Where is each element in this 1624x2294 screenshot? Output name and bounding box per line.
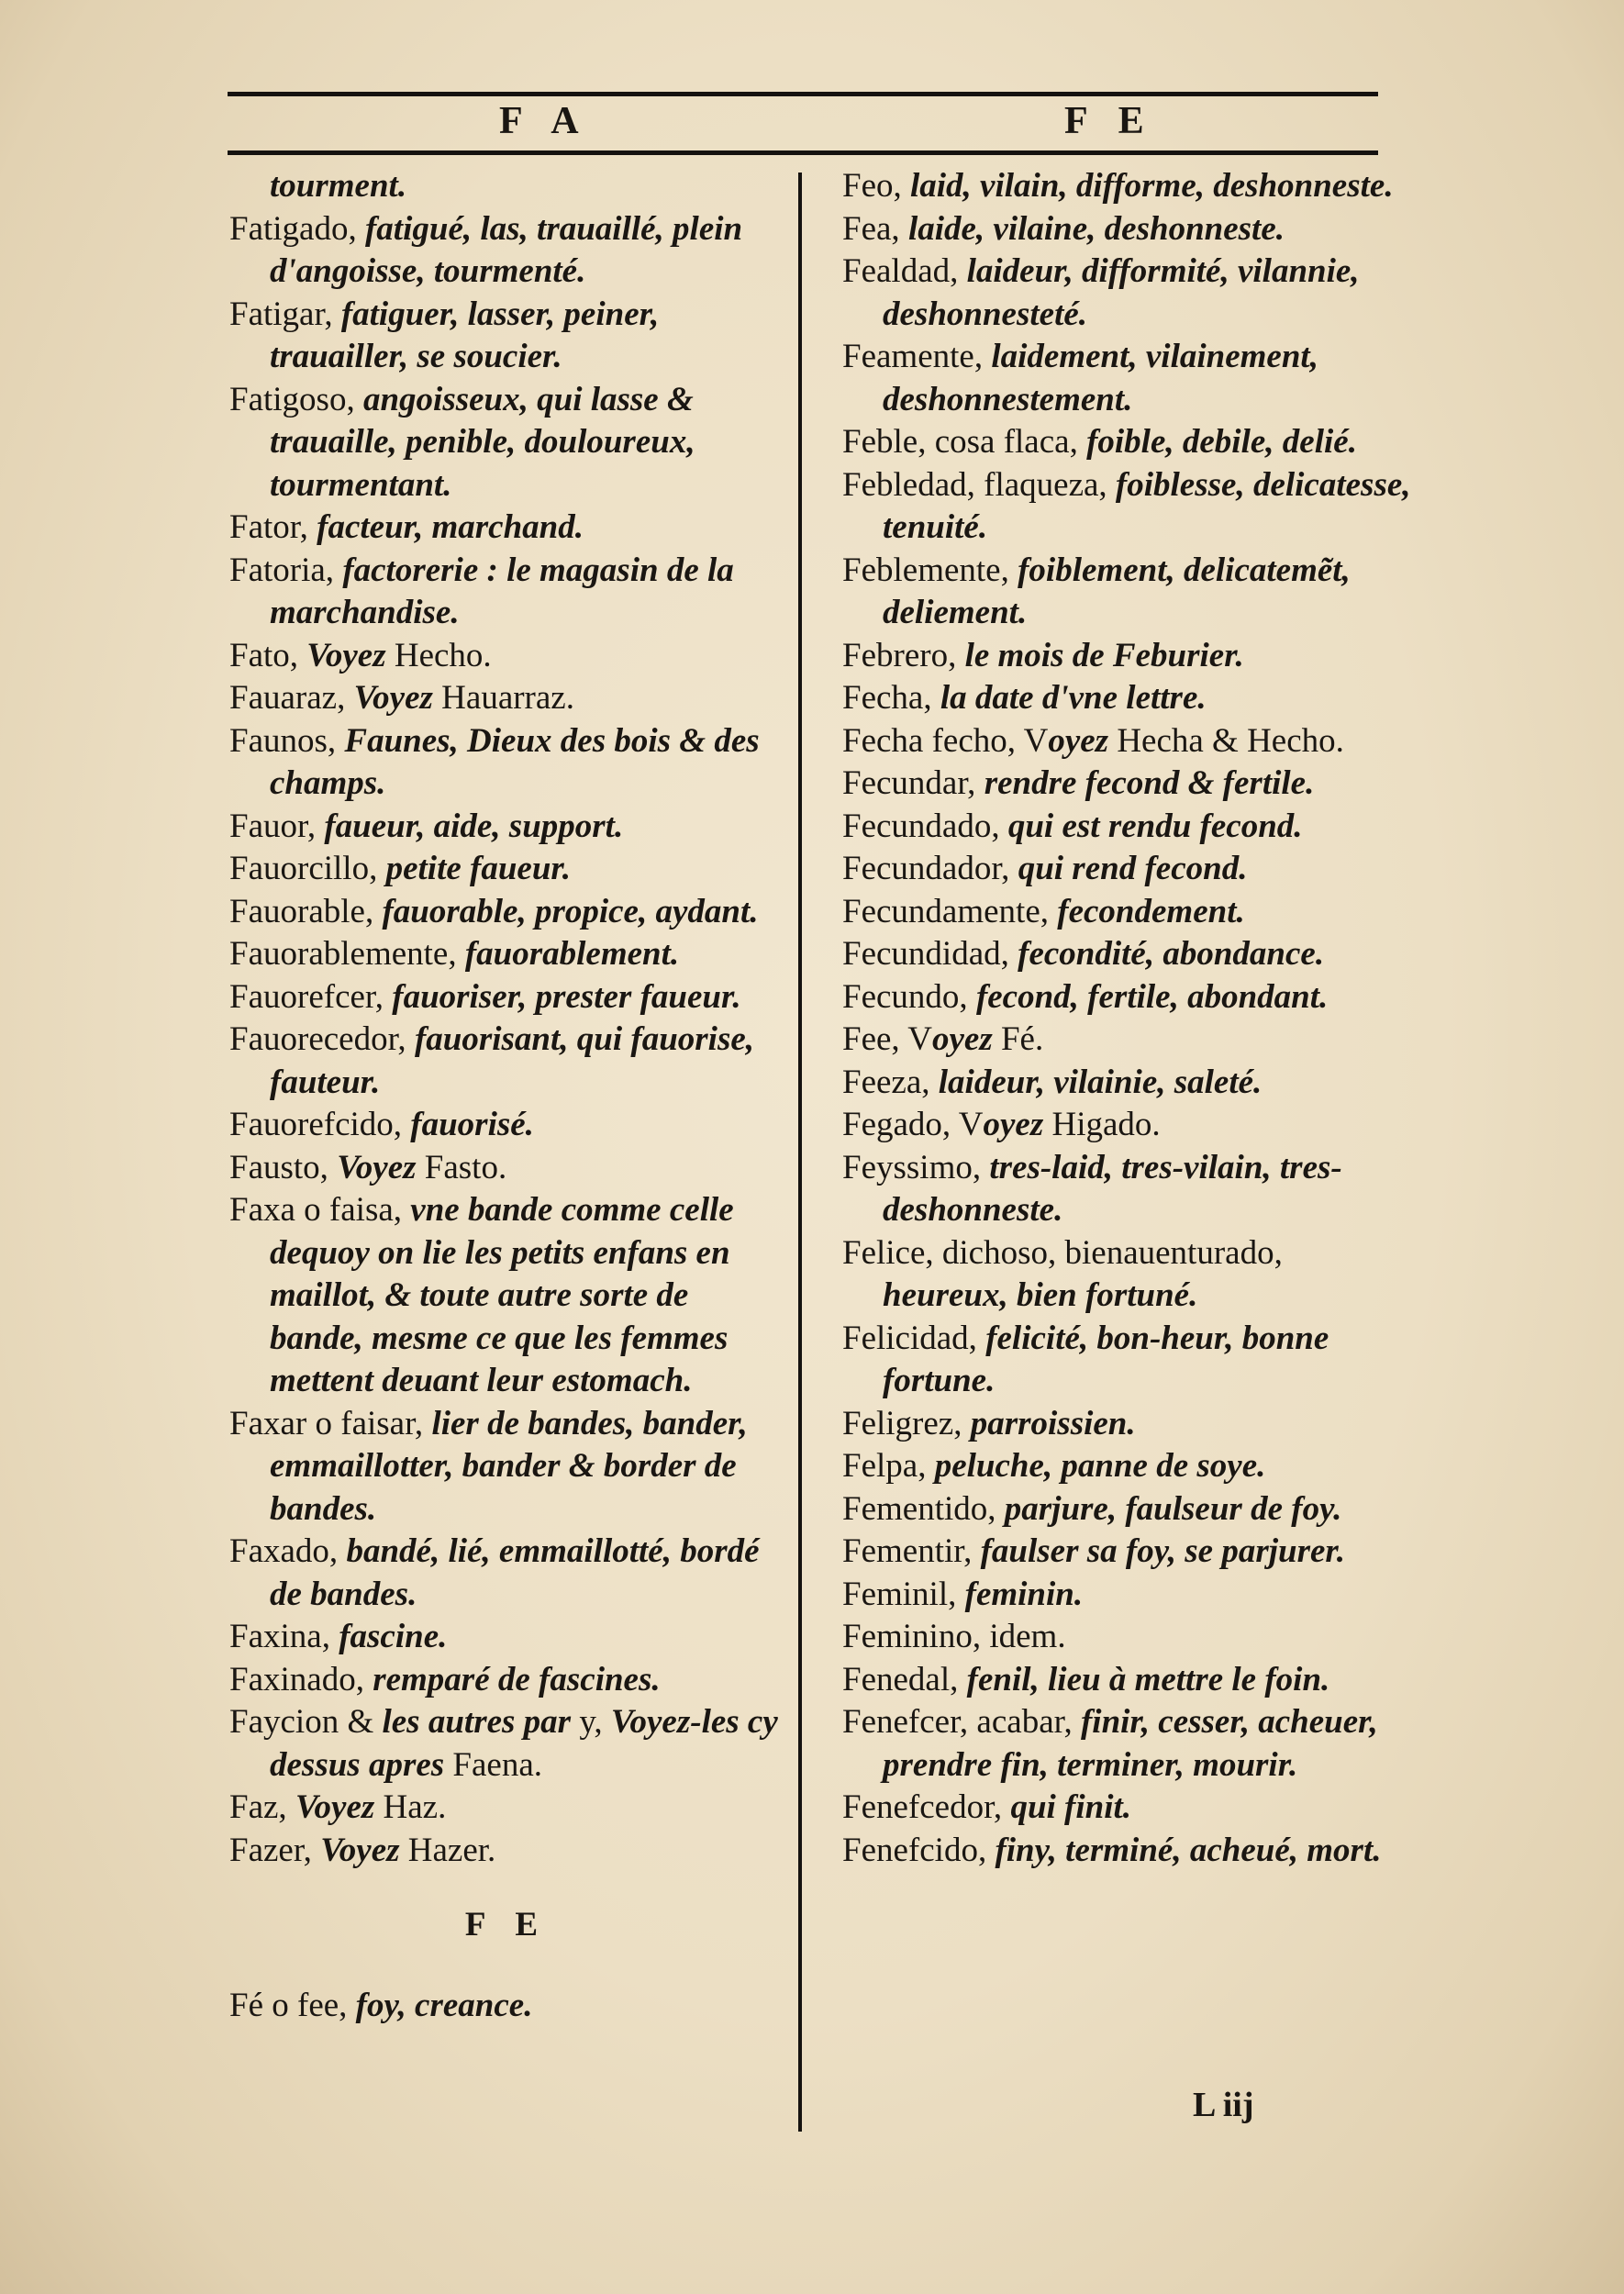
entry-definition: faulser sa foy, se parjurer. <box>980 1532 1346 1570</box>
entry-definition: tourment. <box>270 167 407 205</box>
entry-headword: Fatigado, <box>229 209 365 248</box>
entry-definition: oyez <box>983 1106 1044 1143</box>
entry-definition: facteur, marchand. <box>317 508 584 546</box>
entry-definition: fauorisé. <box>410 1106 534 1143</box>
entry-headword: Fauorefcido, <box>229 1106 411 1143</box>
dictionary-entry <box>229 1787 784 1830</box>
entry-headword: Fecha fecho, V <box>842 721 1049 760</box>
entry-definition: fauoriser, prester faueur. <box>392 977 741 1016</box>
entry-headword: Fausto, <box>229 1148 338 1186</box>
entry-headword: Fenefcer, acabar, <box>842 1703 1081 1741</box>
entry-definition: rendre fecond & fertile. <box>984 764 1315 802</box>
left-entry-list <box>229 165 784 1872</box>
entry-headword: Feminino, idem. <box>842 1618 1066 1655</box>
dictionary-entry <box>842 1531 1411 1574</box>
section-heading: F E <box>464 1906 550 1943</box>
entry-definition: Voyez <box>353 679 433 717</box>
entry-definition: le mois de Feburier. <box>964 636 1244 674</box>
dictionary-entry <box>842 165 1411 208</box>
entry-definition: fauorablement. <box>464 935 680 973</box>
entry-headword: Fauorefcer, <box>229 977 393 1016</box>
entry-definition: felicité, bon-heur, bonne fortune. <box>883 1319 1329 1399</box>
entry-headword: Faena. <box>444 1745 543 1784</box>
entry-headword: Feeza, <box>842 1063 939 1101</box>
entry-headword: Febledad, flaqueza, <box>842 465 1116 504</box>
entry-headword: Febrero, <box>842 636 965 674</box>
dictionary-entry <box>229 165 784 208</box>
column-divider <box>798 173 802 2132</box>
dictionary-entry <box>842 848 1411 891</box>
header-bottom-rule <box>228 150 1378 155</box>
left-column <box>229 165 784 2028</box>
entry-definition: heureux, bien fortuné. <box>883 1276 1198 1314</box>
entry-headword: Felpa, <box>842 1447 935 1485</box>
entry-definition: Voyez <box>295 1788 375 1826</box>
dictionary-entry <box>229 1147 784 1190</box>
entry-headword: Hazer. <box>399 1831 496 1869</box>
dictionary-entry <box>229 379 784 507</box>
entry-headword: Faycion & <box>229 1703 383 1741</box>
entry-definition: fecond, fertile, abondant. <box>975 977 1329 1016</box>
entry-headword: Fatoria, <box>229 551 343 589</box>
dictionary-entry <box>229 507 784 550</box>
entry-definition: laidement, vilainement, deshonnestement. <box>883 338 1318 418</box>
dictionary-entry <box>229 933 784 976</box>
entry-headword: Faxina, <box>229 1618 339 1655</box>
entry-headword: Fegado, V <box>842 1106 984 1143</box>
dictionary-entry <box>229 635 784 678</box>
entry-headword: Fecundamente, <box>842 892 1058 930</box>
entry-headword: Faxinado, <box>229 1660 373 1698</box>
entry-headword: Fauorecedor, <box>229 1020 415 1058</box>
dictionary-entry <box>229 677 784 720</box>
entry-definition: angoisseux, qui lasse & trauaille, penible, douloureux, tourmentant. <box>270 380 695 504</box>
dictionary-entry <box>229 891 784 934</box>
entry-definition: remparé de fascines. <box>373 1660 661 1698</box>
entry-headword: Feyssimo, <box>842 1148 990 1186</box>
entry-definition: les autres par <box>382 1703 572 1741</box>
dictionary-entry <box>842 208 1411 251</box>
entry-headword: Fee, V <box>842 1020 932 1058</box>
entry-definition: feminin. <box>964 1575 1084 1613</box>
entry-definition: finir, cesser, acheuer, prendre fin, terminer, mourir. <box>883 1703 1378 1784</box>
signature-mark: L iij <box>1193 2086 1254 2124</box>
right-entry-list <box>842 165 1411 1872</box>
entry-headword: Feo, <box>842 167 910 205</box>
entry-definition: fascine. <box>339 1618 448 1655</box>
entry-headword: Fea, <box>842 209 908 248</box>
entry-headword: Fecha, <box>842 679 940 717</box>
dictionary-entry <box>842 1318 1411 1403</box>
dictionary-entry <box>229 1189 784 1403</box>
entry-definition: laide, vilaine, deshonneste. <box>907 209 1285 248</box>
entry-headword: Faunos, <box>229 721 345 760</box>
entry-headword: Haz. <box>374 1788 447 1826</box>
entry-definition: laideur, vilainie, saleté. <box>938 1063 1262 1101</box>
dictionary-entry <box>842 1445 1411 1488</box>
entry-definition: petite faueur. <box>385 850 572 887</box>
dictionary-entry <box>842 421 1411 464</box>
entry-headword: Faz, <box>229 1788 295 1826</box>
dictionary-entry <box>842 635 1411 678</box>
entry-definition: foiblement, delicatemẽt, deliement. <box>883 551 1351 631</box>
entry-definition: qui est rendu fecond. <box>1007 807 1303 845</box>
entry-headword: Hecho. <box>385 636 492 674</box>
dictionary-entry <box>842 976 1411 1019</box>
dictionary-entry <box>842 806 1411 849</box>
dictionary-entry <box>842 763 1411 806</box>
entry-definition: laid, vilain, difforme, deshonneste. <box>910 167 1394 205</box>
dictionary-entry <box>842 1830 1411 1873</box>
entry-definition: la date d'vne lettre. <box>940 679 1207 717</box>
entry-definition: laideur, difformité, vilannie, deshonnesteté. <box>883 252 1360 333</box>
entry-definition: qui rend fecond. <box>1018 850 1248 887</box>
entry-headword: Feble, cosa flaca, <box>842 423 1087 461</box>
right-running-head: F E <box>1064 100 1155 142</box>
dictionary-entry <box>842 550 1411 635</box>
dictionary-entry <box>229 1616 784 1659</box>
header-top-rule <box>228 92 1378 96</box>
entry-headword: Fauor, <box>229 807 325 845</box>
entry-definition: oyez <box>1048 721 1109 760</box>
dictionary-entry <box>229 208 784 294</box>
entry-definition: Faunes, Dieux des bois & des champs. <box>270 721 760 802</box>
entry-definition: lier de bandes, bander, emmaillotter, bander & border de bandes. <box>270 1404 748 1528</box>
dictionary-entry <box>842 891 1411 934</box>
dictionary-entry <box>229 720 784 806</box>
entry-headword: y, <box>571 1703 611 1741</box>
dictionary-entry <box>229 976 784 1019</box>
entry-headword: Fecundo, <box>842 977 976 1016</box>
entry-headword: Fazer, <box>229 1831 321 1869</box>
entry-headword: Higado. <box>1043 1106 1161 1143</box>
dictionary-entry: Fé o fee, foy, creance. <box>229 1987 533 2024</box>
entry-definition: Voyez <box>306 636 386 674</box>
dictionary-entry <box>842 720 1411 763</box>
entry-headword: Fecundado, <box>842 807 1008 845</box>
dictionary-entry <box>229 806 784 849</box>
entry-headword: Hauarraz. <box>432 679 574 717</box>
entry-definition: vne bande comme celle dequoy on lie les petits enfans en maillot, & toute autre sorte de bande, mesme ce que les femmes mettent deuant leur estomach. <box>270 1191 734 1399</box>
dictionary-entry <box>842 1488 1411 1531</box>
entry-definition: parroissien. <box>970 1404 1136 1442</box>
entry-definition: tres-laid, tres-vilain, tres-deshonneste. <box>883 1148 1342 1229</box>
entry-headword: Fauorcillo, <box>229 850 386 887</box>
entry-headword: Feamente, <box>842 338 992 375</box>
entry-headword: Felicidad, <box>842 1319 986 1357</box>
entry-definition: parjure, faulseur de foy. <box>1004 1489 1342 1528</box>
entry-headword: Fato, <box>229 636 307 674</box>
dictionary-entry <box>842 677 1411 720</box>
entry-definition: bandé, lié, emmaillotté, bordé de bandes. <box>270 1532 760 1613</box>
dictionary-entry <box>842 1019 1411 1062</box>
entry-definition: Voyez-les cy dessus apres <box>270 1703 778 1784</box>
entry-headword: Faxado, <box>229 1532 347 1570</box>
entry-headword: Fecundar, <box>842 764 984 802</box>
entry-headword: Fator, <box>229 508 317 546</box>
dictionary-entry <box>842 1104 1411 1147</box>
dictionary-entry <box>229 1701 784 1787</box>
dictionary-entry <box>229 1830 784 1873</box>
entry-definition: faueur, aide, support. <box>324 807 624 845</box>
entry-definition: foiblesse, delicatesse, tenuité. <box>883 465 1411 546</box>
dictionary-entry <box>842 933 1411 976</box>
entry-definition: qui finit. <box>1010 1788 1132 1826</box>
dictionary-entry <box>842 1616 1411 1659</box>
entry-headword: Fé. <box>992 1020 1044 1058</box>
entry-headword: Fauaraz, <box>229 679 354 717</box>
entry-definition: fatiguer, lasser, peiner, trauailler, se soucier. <box>270 295 660 375</box>
entry-definition: fecondement. <box>1057 892 1245 930</box>
entry-definition: fatigué, las, trauaillé, plein d'angoisse, tourmenté. <box>270 209 743 290</box>
right-column <box>842 165 1411 1872</box>
dictionary-entry <box>229 1019 784 1104</box>
entry-definition: fenil, lieu à mettre le foin. <box>966 1660 1330 1698</box>
entry-headword: Fenedal, <box>842 1660 967 1698</box>
entry-definition: fecondité, abondance. <box>1018 935 1325 973</box>
dictionary-entry <box>229 1531 784 1616</box>
entry-definition: fauorable, propice, aydant. <box>382 892 759 930</box>
entry-headword: Fementir, <box>842 1532 981 1570</box>
dictionary-entry <box>229 1659 784 1702</box>
dictionary-entry <box>842 1403 1411 1446</box>
dictionary-entry <box>229 1403 784 1531</box>
dictionary-entry <box>229 848 784 891</box>
left-running-head: F A <box>499 100 590 142</box>
dictionary-entry <box>229 550 784 635</box>
entry-headword: Faxa o faisa, <box>229 1191 411 1229</box>
entry-headword: Fecundador, <box>842 850 1018 887</box>
entry-headword: Fealdad, <box>842 252 967 290</box>
dictionary-entry <box>229 1104 784 1147</box>
entry-definition: fauorisant, qui fauorise, fauteur. <box>270 1020 755 1101</box>
entry-headword: Fasto. <box>416 1148 507 1186</box>
entry-headword: Fementido, <box>842 1489 1005 1528</box>
dictionary-entry <box>842 1701 1411 1787</box>
entry-headword: Faxar o faisar, <box>229 1404 432 1442</box>
dictionary-entry <box>842 1147 1411 1232</box>
dictionary-entry <box>842 1574 1411 1617</box>
entry-definition: factorerie : le magasin de la marchandise. <box>270 551 734 631</box>
entry-headword: Feminil, <box>842 1575 965 1613</box>
entry-definition: peluche, panne de soye. <box>934 1447 1266 1485</box>
entry-headword: Fatigar, <box>229 295 341 333</box>
dictionary-entry <box>842 464 1411 550</box>
dictionary-entry <box>842 336 1411 421</box>
entry-definition: Voyez <box>320 1831 400 1869</box>
entry-headword: Fenefcido, <box>842 1831 996 1869</box>
entry-definition: Voyez <box>337 1148 417 1186</box>
entry-headword: Fauorable, <box>229 892 383 930</box>
entry-definition: finy, terminé, acheué, mort. <box>995 1831 1382 1869</box>
dictionary-entry <box>842 1232 1411 1318</box>
entry-headword: Fenefcedor, <box>842 1788 1011 1826</box>
dictionary-entry <box>842 1062 1411 1105</box>
dictionary-entry <box>229 294 784 379</box>
dictionary-entry <box>842 1787 1411 1830</box>
entry-definition: oyez <box>931 1020 993 1058</box>
entry-definition: foible, debile, delié. <box>1086 423 1357 461</box>
entry-headword: Feligrez, <box>842 1404 971 1442</box>
entry-headword: Fecundidad, <box>842 935 1018 973</box>
entry-headword: Feblemente, <box>842 551 1018 589</box>
dictionary-entry <box>842 251 1411 336</box>
entry-headword: Fauorablemente, <box>229 935 465 973</box>
entry-headword: Felice, dichoso, bienauenturado, <box>842 1233 1283 1272</box>
entry-headword: Fatigoso, <box>229 380 363 418</box>
entry-headword: Hecha & Hecho. <box>1108 721 1344 760</box>
dictionary-entry <box>842 1659 1411 1702</box>
